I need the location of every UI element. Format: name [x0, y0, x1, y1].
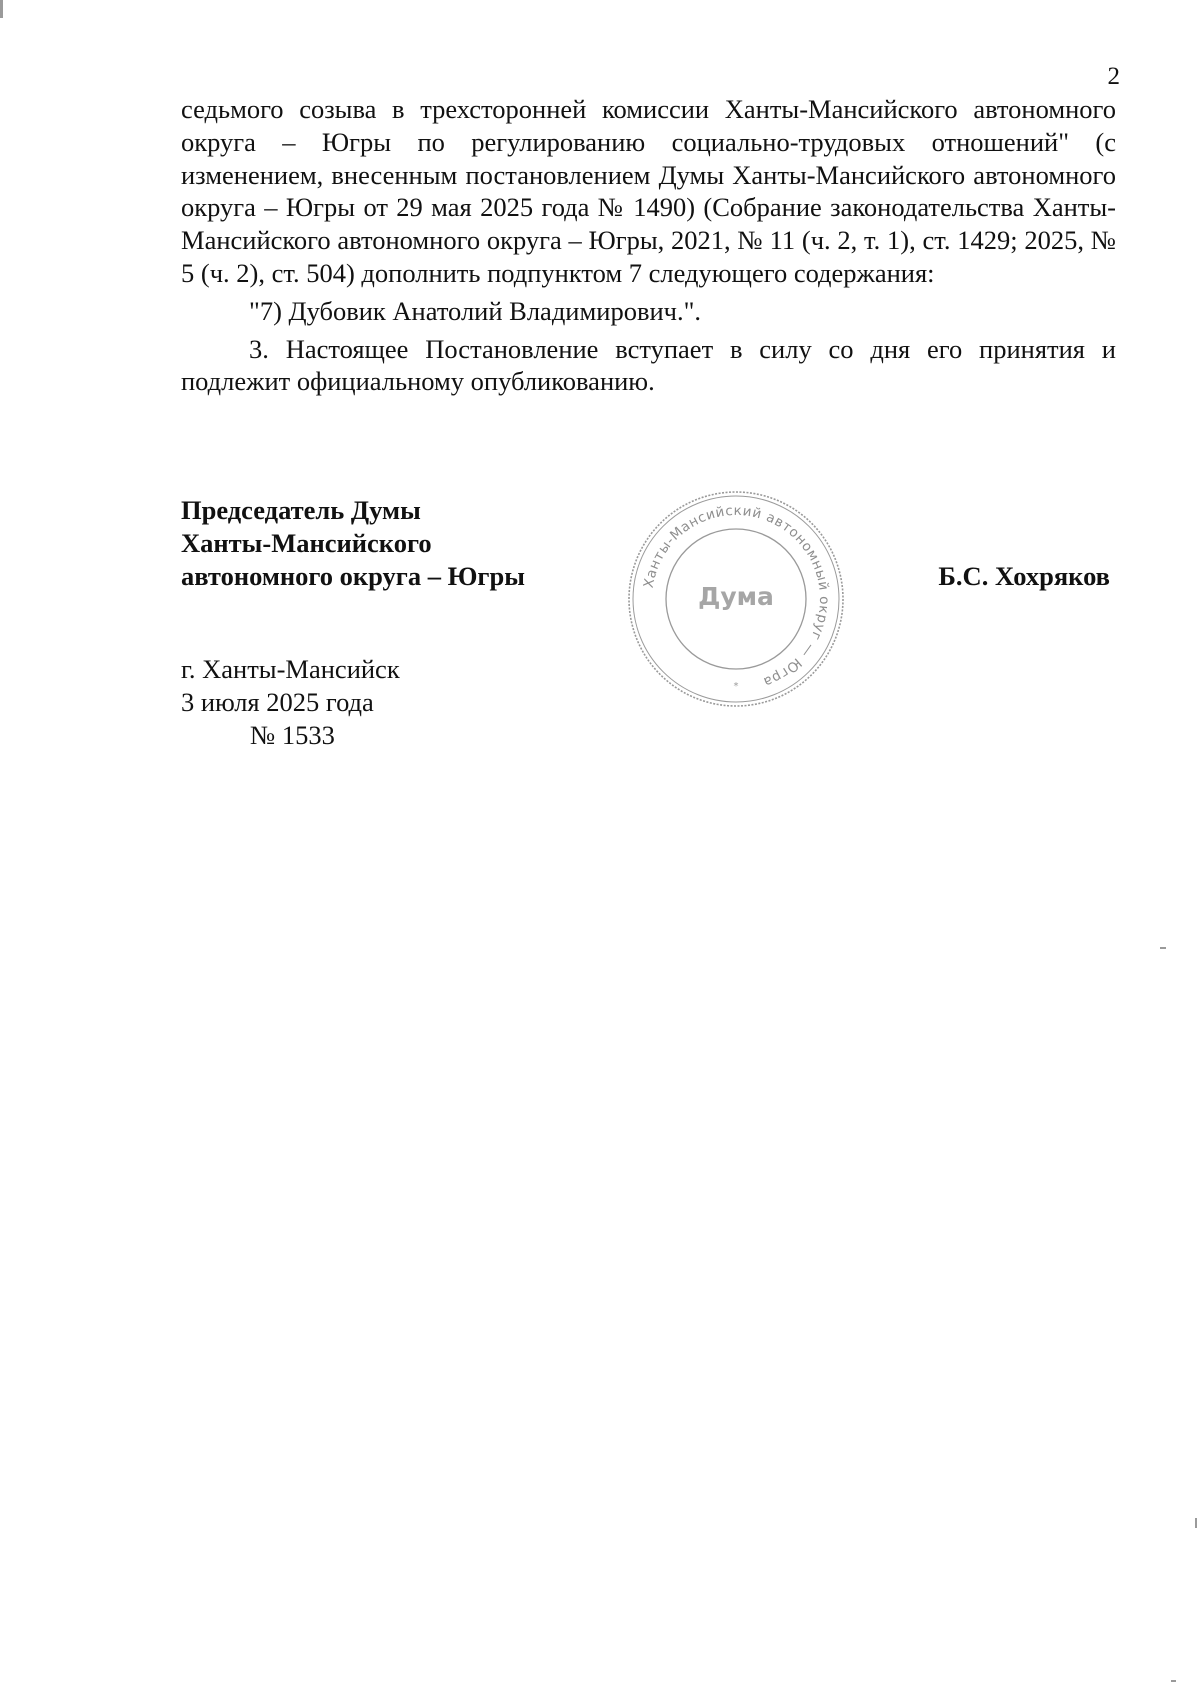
seal-ring-text: Ханты-Мансийский автономный округ — Югра [640, 502, 833, 691]
signatory-title-line: автономного округа – Югры [181, 561, 525, 591]
paragraph-member-name: "7) Дубовик Анатолий Владимирович.". [249, 295, 702, 326]
scan-artifact [1160, 947, 1166, 949]
paragraph-continuation: седьмого созыва в трехсторонней комиссии Ханты-Мансийского автономного округа – Югры по регулированию социально-трудовых отношений" (с изменением, внесенным постановлением Думы Ханты-Мансийского автономного округа – Югры от 29 мая 2025 года № 1490) (Собрание законодательства Ханты-Мансийского автономного округа – Югры, 2021, № 11 (ч. 2, т. 1), ст. 1429; 2025, № 5 (ч. 2), ст. 504) дополнить подпунктом 7 следующего содержания: [181, 94, 1116, 288]
seal-center-text: Дума [698, 582, 774, 611]
signatory-title-line: Председатель Думы [181, 495, 421, 525]
document-body [181, 93, 1116, 398]
seal-star: * [733, 681, 739, 692]
scan-artifact [1171, 1680, 1176, 1682]
signatory-title-line: Ханты-Мансийского [181, 528, 432, 558]
official-seal [625, 488, 847, 710]
scan-artifact [1195, 1518, 1197, 1528]
city: г. Ханты-Мансийск [181, 654, 400, 684]
paragraph-effective-date: 3. Настоящее Постановление вступает в силу со дня его принятия и подлежит официальному опубликованию. [181, 333, 1116, 397]
signatory-title [181, 494, 525, 593]
page-number: 2 [1107, 63, 1120, 90]
signatory-name: Б.С. Хохряков [938, 561, 1110, 591]
place-date-block [181, 653, 400, 752]
document-number: № 1533 [250, 720, 335, 750]
scan-artifact [0, 0, 3, 18]
document-date: 3 июля 2025 года [181, 687, 374, 717]
